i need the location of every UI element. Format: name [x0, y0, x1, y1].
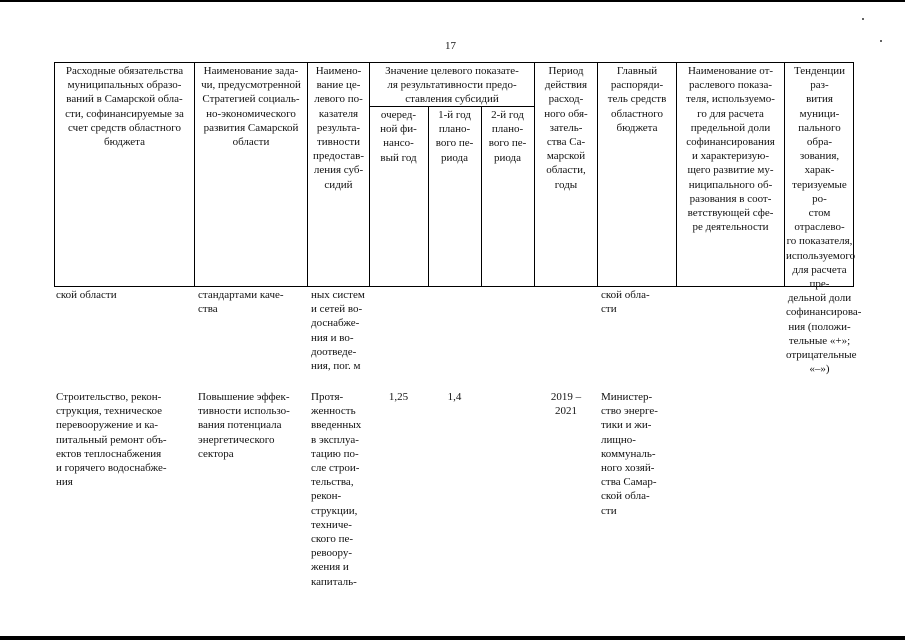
table-top-line	[54, 62, 854, 63]
header-chief-manager: Главный распоряди- тель средств областного бюджета	[607, 65, 667, 134]
scan-speck	[862, 18, 864, 20]
header-second-plan-year: 2-й год плано- вого пе- риода	[488, 109, 527, 164]
row-task-cell: Повышение эффек- тивности использо- вания потенциала энергетического сектора	[198, 391, 290, 460]
header-task-name: Наименование зада- чи, предусмотренной Стратегией социаль- но-экономического развития Самарской области	[201, 65, 301, 149]
col-line	[784, 62, 785, 287]
col-line	[307, 62, 308, 287]
row-period-cell: 2019 – 2021	[550, 391, 582, 418]
col-line	[534, 62, 535, 287]
table-bottom-line	[54, 286, 854, 287]
continued-task-cell: стандартами каче- ства	[198, 289, 284, 316]
col-line	[369, 62, 370, 287]
page-number: 17	[445, 40, 456, 52]
header-obligation-period: Период действия расход- ного обя- затель- ства Са- марской области, годы	[544, 65, 588, 191]
row-first-plan-value: 1,4	[447, 391, 462, 403]
continued-indicator-cell: ных систем и сетей во- доснабже- ния и во- доотведе- ния, пог. м	[311, 289, 365, 373]
bottom-border	[0, 636, 905, 640]
header-indicator-value-group: Значение целевого показате- ля результативности предо- ставления субсидий	[385, 65, 519, 106]
col-line	[597, 62, 598, 287]
row-next-year-value: 1,25	[388, 391, 409, 403]
row-manager-cell: Министер- ство энерге- тики и жи- лищно- коммуналь- ного хозяй- ства Самар- ской обла- сти	[601, 391, 658, 517]
header-next-fiscal-year: очеред- ной фи- нансо- вый год	[380, 109, 417, 164]
scan-speck	[880, 40, 882, 42]
continued-expense-cell: ской области	[56, 289, 117, 301]
continued-manager-cell: ской обла- сти	[601, 289, 650, 316]
col-line	[54, 62, 55, 287]
header-first-plan-year: 1-й год плано- вого пе- риода	[435, 109, 474, 164]
row-indicator-cell: Протя- женность введенных в эксплуа- тацию по- сле строи- тельства, рекон- струкции, техниче- ского пе- ревоору- жения и капиталь-	[311, 391, 362, 588]
header-sector-indicator: Наименование от- раслевого показа- теля, используемо- го для расчета предельной доли софинансирования и характеризую- щего развитие му- ниципального об- разования в соот- ветствующей сфе- ре деятельности	[686, 65, 775, 234]
header-development-trends: Тенденции раз- вития муници- пального обра- зования, харак- теризуемые ро- стом отраслево- го показателя, используемого для расчета пре- дельной доли софинансирова- ния (положи- тельные «+»; отрицательные «–»)	[786, 65, 862, 376]
col-line	[194, 62, 195, 287]
header-expense-obligations: Расходные обязательства муниципальных образо- ваний в Самарской обла- сти, софинансируемые за счет средств областного бюджета	[65, 65, 184, 149]
row-expense-cell: Строительство, рекон- струкция, техническое перевооружение и ка- питальный ремонт объ- ектов теплоснабжения и горячего водоснабже- ния	[56, 391, 167, 489]
header-indicator-name: Наимено- вание це- левого по- казателя результа- тивности предостав- ления суб- сидий	[312, 65, 365, 191]
col-line	[676, 62, 677, 287]
top-border	[0, 0, 905, 2]
